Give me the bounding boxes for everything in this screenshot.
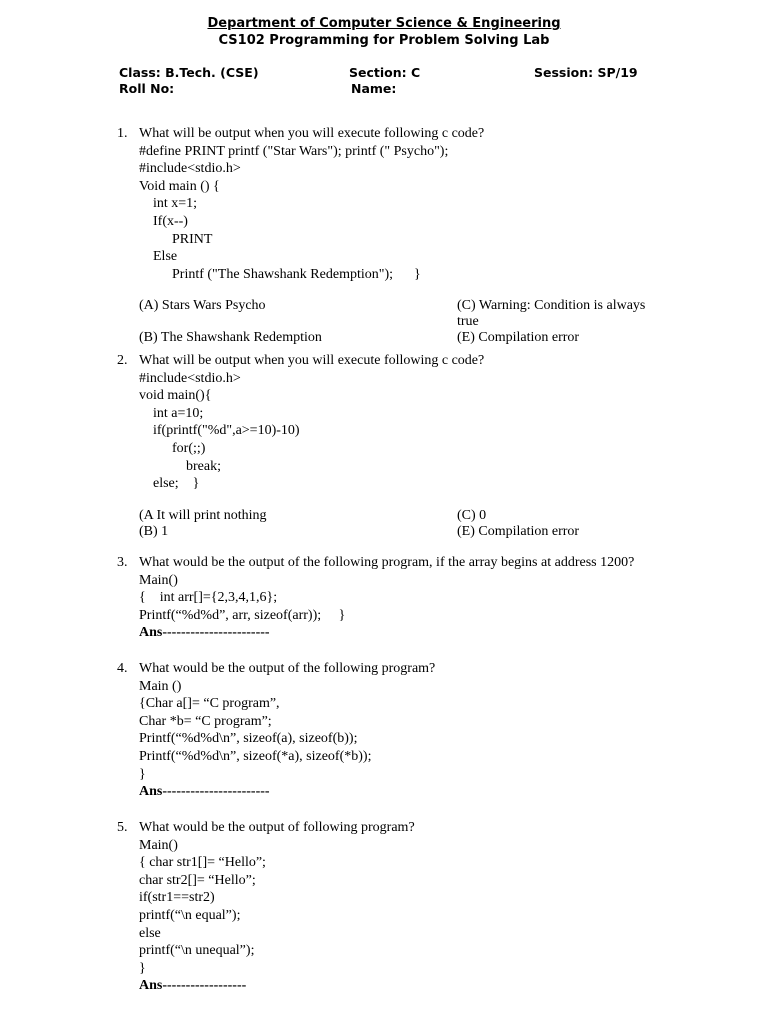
question-text: What would be the output of the following program? [139, 661, 436, 676]
option-a: (A) Stars Wars Psycho [139, 298, 266, 313]
question-number: 1. [117, 126, 128, 141]
question-text: What will be output when you will execute following c code? [139, 126, 485, 141]
name-label: Name: [351, 81, 397, 96]
code-line: if(printf("%d",a>=10)-10) [153, 423, 300, 439]
answer-line: Ans------------------ [139, 978, 247, 994]
code-line: { char str1[]= “Hello”; [139, 855, 266, 871]
code-line: #define PRINT printf ("Star Wars"); printf (" Psycho"); [139, 143, 449, 159]
code-line: #include<stdio.h> [139, 370, 241, 386]
code-line: {Char a[]= “C program”, [139, 696, 280, 712]
option-b: (B) 1 [139, 524, 169, 539]
code-line: if(str1==str2) [139, 890, 215, 906]
code-line: #include<stdio.h> [139, 161, 241, 177]
code-line: printf(“\n unequal”); [139, 943, 255, 959]
code-line: } [139, 960, 146, 976]
code-line: } [139, 766, 146, 782]
code-line: Void main () { [139, 178, 220, 194]
code-line: else [139, 925, 161, 941]
class-label: Class: B.Tech. (CSE) [119, 65, 259, 80]
answer-line: Ans----------------------- [139, 784, 270, 800]
question-number: 2. [117, 353, 128, 368]
option-c: (C) Warning: Condition is always true [457, 298, 646, 329]
code-line: int x=1; [153, 196, 198, 212]
option-b: (B) The Shawshank Redemption [139, 330, 322, 345]
option-a: (A It will print nothing [139, 508, 267, 523]
code-line: Printf(“%d%d\n”, sizeof(*a), sizeof(*b)); [139, 749, 372, 764]
question-text: What will be output when you will execute following c code? [139, 353, 485, 368]
question-number: 4. [117, 661, 128, 676]
roll-no-label: Roll No: [119, 81, 175, 96]
code-line: Printf(“%d%d\n”, sizeof(a), sizeof(b)); [139, 731, 358, 747]
code-line: { int arr[]={2,3,4,1,6}; [139, 590, 278, 606]
question-text: What would be the output of following program? [139, 820, 415, 835]
department-title: Department of Computer Science & Engineering [207, 16, 561, 31]
option-e: (E) Compilation error [457, 524, 580, 539]
code-line: Main () [139, 678, 182, 694]
code-line: else; } [153, 476, 200, 492]
code-line: Main() [139, 837, 178, 853]
code-line: void main(){ [139, 388, 212, 404]
code-line: If(x--) [153, 214, 188, 229]
code-line: Else [153, 249, 178, 265]
answer-line: Ans----------------------- [139, 625, 270, 641]
section-label: Section: C [349, 65, 421, 80]
option-c: (C) 0 [457, 508, 487, 523]
code-line: PRINT [172, 231, 213, 247]
code-line: for(;;) [172, 441, 206, 456]
option-e: (E) Compilation error [457, 330, 580, 345]
code-line: break; [186, 458, 221, 474]
code-line: printf(“\n equal”); [139, 908, 241, 923]
question-number: 5. [117, 820, 128, 835]
code-line: Printf ("The Shawshank Redemption"); } [172, 266, 421, 282]
code-line: int a=10; [153, 405, 204, 421]
code-line: Char *b= “C program”; [139, 713, 272, 729]
code-line: char str2[]= “Hello”; [139, 872, 256, 888]
session-label: Session: SP/19 [534, 65, 638, 80]
code-line: Printf(“%d%d”, arr, sizeof(arr)); } [139, 607, 346, 623]
code-line: Main() [139, 572, 178, 588]
question-text: What would be the output of the following program, if the array begins at address 1200? [139, 555, 635, 570]
question-number: 3. [117, 555, 128, 570]
course-title: CS102 Programming for Problem Solving Lab [218, 33, 550, 48]
